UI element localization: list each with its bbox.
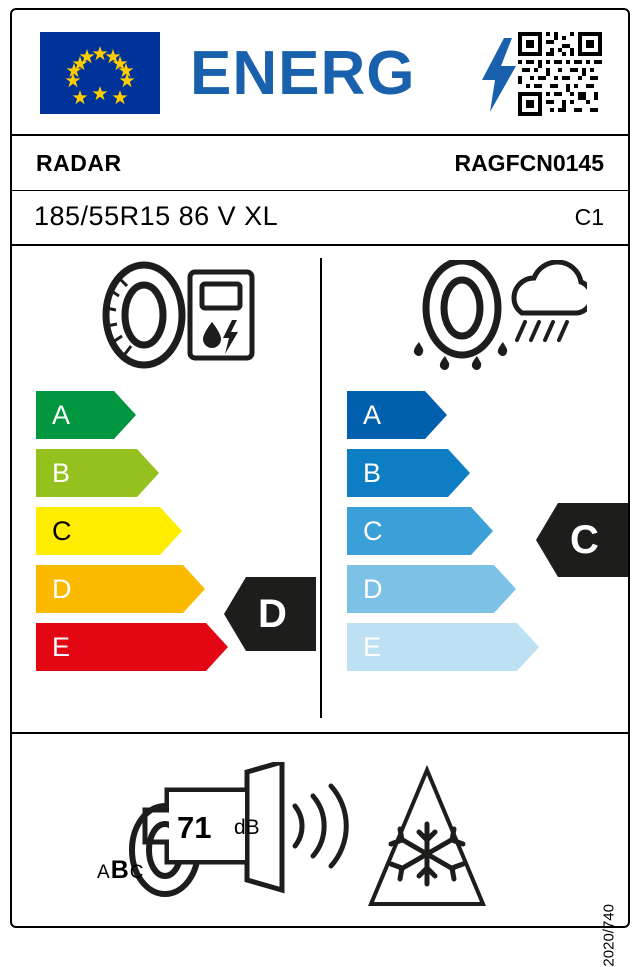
fuel-class-c-letter: C [52, 516, 72, 546]
noise-db-value: 71 [177, 810, 212, 845]
wet-class-d-letter: D [363, 574, 383, 604]
wet-grip-result-badge [536, 503, 628, 577]
noise-class-c: C [129, 862, 145, 883]
fuel-class-e-letter: E [52, 632, 71, 662]
three-peak-mountain-snowflake-icon [367, 762, 487, 912]
noise-class-a: A [97, 862, 111, 883]
qr-code-icon [518, 32, 602, 116]
noise-db-unit: dB [234, 816, 260, 839]
rain-cloud-tyre-icon [407, 260, 587, 375]
tyre-energy-label [10, 8, 630, 967]
tyre-size-row [12, 190, 628, 245]
lightning-bolt-icon [482, 38, 516, 112]
label-header [12, 10, 628, 122]
fuel-class-d-letter: D [52, 574, 72, 604]
fuel-pump-icon [92, 260, 262, 370]
eu-flag-icon [40, 32, 160, 114]
noise-and-snow-section [12, 732, 628, 967]
speaker-noise-icon [117, 762, 352, 912]
wet-class-e-letter: E [363, 632, 382, 662]
tyre-class: C1 [574, 204, 604, 230]
fuel-class-a-letter: A [52, 400, 71, 430]
fuel-result-badge [224, 577, 316, 651]
model-code: RAGFCN0145 [454, 150, 604, 176]
wet-grip-result-letter: C [570, 518, 599, 562]
section-divider [320, 258, 322, 718]
wet-class-c-letter: C [363, 516, 383, 546]
brand-name: RADAR [36, 150, 122, 176]
wet-class-a-letter: A [363, 400, 382, 430]
noise-class-b: B [110, 856, 130, 884]
grading-section [12, 244, 628, 734]
regulation-reference: 2020/740 [601, 904, 618, 967]
fuel-class-b-letter: B [52, 458, 71, 488]
fuel-result-letter: D [258, 592, 287, 636]
wet-class-b-letter: B [363, 458, 382, 488]
tyre-size: 185/55R15 86 V XL [34, 201, 279, 231]
brand-row [12, 134, 628, 192]
noise-class-scale [97, 856, 144, 885]
page-title: ENERG [190, 39, 416, 108]
